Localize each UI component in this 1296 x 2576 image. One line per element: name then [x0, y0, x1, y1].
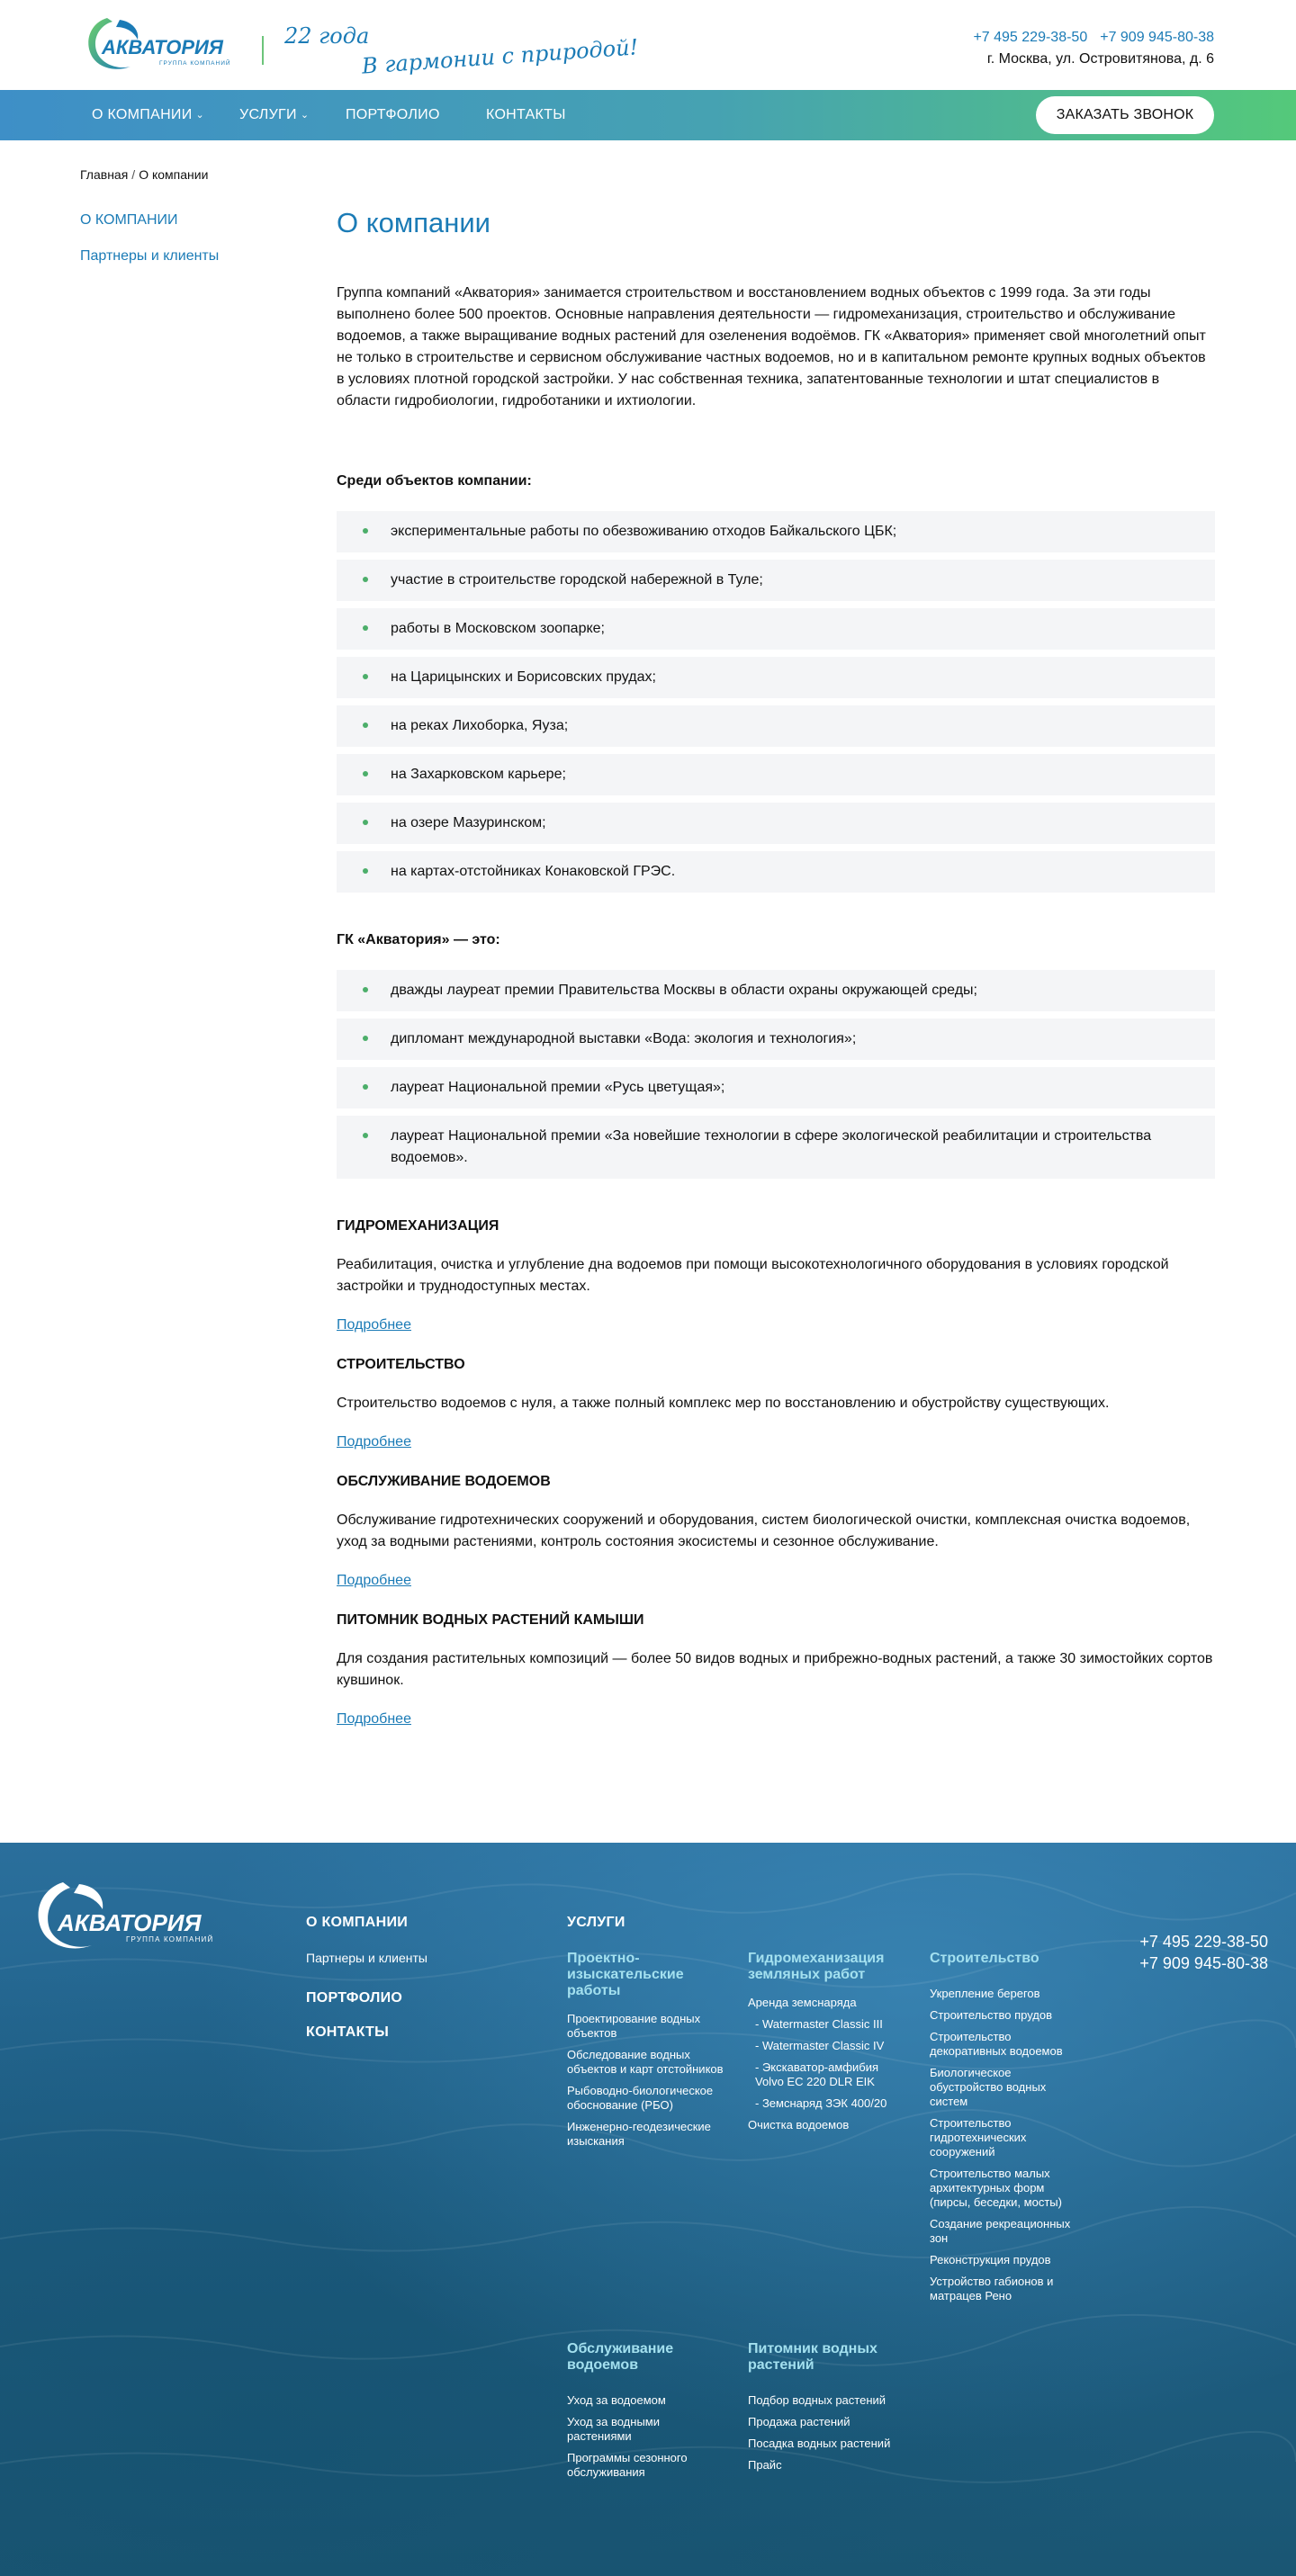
footer-col-service [567, 2341, 724, 2487]
svg-text:АКВАТОРИЯ: АКВАТОРИЯ [102, 36, 223, 58]
footer-logo[interactable] [27, 1871, 225, 1961]
intro-text: Группа компаний «Акватория» занимается строительством и восстановлением водных объектов с 1999 года. За эти годы выполнено более 500 проектов. Основные направления деятельности — гидромеханизация, строительство и обслуживание водоемов, а также выращивание водных растений для озеленения водоёмов. ГК «Акватория» применяет свой многолетний опыт не только в строительстве и сервисном обслуживание частных водоемов, но и в капитальном ремонте крупных водных объектов в условиях плотной городской застройки. У нас собственная техника, запатентованные технологии и штат специалистов в области гидробиологии, гидроботаники и ихтиологии. [337, 285, 1206, 408]
breadcrumb [80, 167, 208, 182]
footer-link[interactable]: Проектирование водных объектов [567, 2012, 701, 2040]
footer-links-hydro [748, 1996, 905, 2132]
footer-link[interactable]: - Watermaster Classic III [755, 2017, 883, 2031]
breadcrumb-separator: / [131, 167, 136, 182]
footer-category-hydro[interactable]: Гидромеханизация земляных работ [748, 1951, 885, 1982]
list-item: лауреат Национальной премии «Русь цветущая»; [337, 1067, 1215, 1108]
awards-list [337, 970, 1215, 1179]
section-text: Для создания растительных композиций — более 50 видов водных и прибрежно-водных растений, а также 30 зимостойких сортов кувшинок. [337, 1651, 1213, 1688]
footer-links-nursery [748, 2393, 905, 2473]
footer-links-build [930, 1987, 1087, 2303]
footer-link[interactable]: Уход за водоемом [567, 2393, 666, 2407]
nav-item-contacts[interactable]: КОНТАКТЫ [486, 107, 566, 122]
section-construction [337, 1357, 1215, 1450]
main-content [337, 207, 1215, 1728]
footer-link[interactable]: Рыбоводно-биологическое обоснование (РБО) [567, 2084, 714, 2112]
footer-phones [1139, 1931, 1268, 1974]
footer-link-about[interactable]: О КОМПАНИИ [306, 1915, 409, 1930]
footer-link-services[interactable]: УСЛУГИ [567, 1915, 626, 1930]
section-nursery [337, 1612, 1215, 1728]
footer-link[interactable]: - Экскаватор-амфибия Volvo EC 220 DLR EIK [755, 2060, 878, 2088]
footer-category-survey[interactable]: Проектно-изыскательские работы [567, 1951, 684, 1998]
header-divider [262, 36, 264, 65]
footer-link[interactable]: Устройство габионов и матрацев Рено [930, 2275, 1054, 2302]
section-text: Реабилитация, очистка и углубление дна водоемов при помощи высокотехнологичного оборудования в условиях городской застройки и труднодоступных местах. [337, 1257, 1169, 1294]
list-item: работы в Московском зоопарке; [337, 608, 1215, 650]
footer-link[interactable]: Строительство малых архитектурных форм (пирсы, беседки, мосты) [930, 2167, 1062, 2209]
list-item: на Захарковском карьере; [337, 754, 1215, 795]
slogan-text: В гармонии с природой! [361, 34, 640, 79]
footer-col-hydro [748, 1951, 905, 2140]
footer-link[interactable]: Инженерно-геодезические изыскания [567, 2120, 711, 2148]
footer-link-contacts[interactable]: КОНТАКТЫ [306, 2024, 390, 2040]
svg-text:ГРУППА КОМПАНИЙ: ГРУППА КОМПАНИЙ [159, 60, 231, 67]
callback-button[interactable]: ЗАКАЗАТЬ ЗВОНОК [1036, 96, 1214, 134]
list-item: на картах-отстойниках Конаковской ГРЭС. [337, 851, 1215, 893]
breadcrumb-current: О компании [139, 167, 209, 182]
list-item: участие в строительстве городской набережной в Туле; [337, 560, 1215, 601]
section-hydromechanization [337, 1218, 1215, 1333]
footer-services-heading [567, 1915, 626, 1931]
list-item: дипломант международной выставки «Вода: экология и технология»; [337, 1019, 1215, 1060]
footer-link[interactable]: Аренда земснаряда [748, 1996, 857, 2009]
footer-link[interactable]: Прайс [748, 2458, 782, 2472]
footer-phone-1[interactable]: +7 495 229-38-50 [1139, 1933, 1268, 1951]
footer-link-partners[interactable]: Партнеры и клиенты [306, 1951, 428, 1965]
footer-phone-2[interactable]: +7 909 945-80-38 [1139, 1954, 1268, 1972]
footer-category-build[interactable]: Строительство [930, 1951, 1040, 1966]
chevron-down-icon: ⌄ [195, 110, 205, 121]
list-item: на реках Лихоборка, Яуза; [337, 705, 1215, 747]
more-link[interactable]: Подробнее [337, 1711, 411, 1727]
footer-link[interactable]: - Watermaster Classic IV [755, 2039, 885, 2052]
sidebar-item-about[interactable]: О КОМПАНИИ [80, 212, 178, 228]
footer-link[interactable]: Подбор водных растений [748, 2393, 886, 2407]
footer-link[interactable]: Обследование водных объектов и карт отстойников [567, 2048, 724, 2076]
nav-item-about[interactable] [92, 90, 204, 140]
footer-about-column [306, 1915, 513, 2041]
footer-link[interactable]: Посадка водных растений [748, 2437, 891, 2450]
more-link[interactable]: Подробнее [337, 1317, 411, 1333]
footer-category-nursery[interactable]: Питомник водных растений [748, 2341, 878, 2373]
footer-link[interactable]: Очистка водоемов [748, 2118, 850, 2132]
main-nav [0, 90, 1296, 140]
footer-link[interactable]: Уход за водными растениями [567, 2415, 660, 2443]
footer-link-portfolio[interactable]: ПОРТФОЛИО [306, 1990, 403, 2006]
svg-text:ГРУППА КОМПАНИЙ: ГРУППА КОМПАНИЙ [126, 1935, 214, 1943]
sidebar [80, 212, 219, 284]
site-header [0, 0, 1296, 90]
footer-link[interactable]: Создание рекреационных зон [930, 2217, 1071, 2245]
objects-heading: Среди объектов компании: [337, 473, 532, 489]
footer-col-build [930, 1951, 1087, 2311]
section-text: Обслуживание гидротехнических сооружений и оборудования, систем биологической очистки, комплексная очистка водоемов, уход за водными растениями, контроль состояния экосистемы и сезонное обслуживание. [337, 1512, 1191, 1549]
nav-item-services[interactable] [239, 90, 309, 140]
footer-link[interactable]: Программы сезонного обслуживания [567, 2451, 688, 2479]
section-title: ПИТОМНИК ВОДНЫХ РАСТЕНИЙ КАМЫШИ [337, 1612, 644, 1628]
footer-links-service [567, 2393, 724, 2480]
awards-heading: ГК «Акватория» — это: [337, 932, 500, 947]
awards-block [337, 932, 1215, 1179]
list-item: на Царицынских и Борисовских прудах; [337, 657, 1215, 698]
page-title: О компании [337, 207, 490, 238]
footer-link[interactable]: - Земснаряд ЗЭК 400/20 [755, 2096, 887, 2110]
list-item: дважды лауреат премии Правительства Москвы в области охраны окружающей среды; [337, 970, 1215, 1011]
footer-link[interactable]: Укрепление берегов [930, 1987, 1040, 2000]
footer-link[interactable]: Продажа растений [748, 2415, 850, 2428]
list-item: экспериментальные работы по обезвоживанию отходов Байкальского ЦБК; [337, 511, 1215, 552]
objects-list [337, 511, 1215, 893]
footer-category-service[interactable]: Обслуживание водоемов [567, 2341, 674, 2373]
section-title: ОБСЛУЖИВАНИЕ ВОДОЕМОВ [337, 1474, 551, 1489]
site-footer [0, 1843, 1296, 2576]
footer-link[interactable]: Строительство прудов [930, 2008, 1052, 2022]
header-phone-2[interactable]: +7 909 945-80-38 [1100, 30, 1214, 45]
section-maintenance [337, 1474, 1215, 1589]
slogan-years: 22 года [284, 23, 370, 49]
footer-links-survey [567, 2012, 724, 2149]
footer-col-nursery [748, 2341, 905, 2480]
footer-col-survey [567, 1951, 724, 2156]
section-text: Строительство водоемов с нуля, а также полный комплекс мер по восстановлению и обустройству существующих. [337, 1396, 1110, 1411]
footer-link[interactable]: Строительство гидротехнических сооружений [930, 2116, 1027, 2159]
section-title: СТРОИТЕЛЬСТВО [337, 1357, 465, 1372]
nav-item-portfolio[interactable]: ПОРТФОЛИО [346, 107, 440, 122]
header-phones [973, 30, 1214, 46]
site-logo[interactable] [80, 7, 247, 79]
section-title: ГИДРОМЕХАНИЗАЦИЯ [337, 1218, 500, 1234]
list-item: на озере Мазуринском; [337, 803, 1215, 844]
list-item: лауреат Национальной премии «За новейшие технологии в сфере экологической реабилитации и строительства водоемов». [337, 1116, 1215, 1179]
header-phone-1[interactable]: +7 495 229-38-50 [973, 30, 1088, 45]
breadcrumb-home[interactable]: Главная [80, 167, 129, 182]
objects-block [337, 473, 1215, 893]
nav-item-label: О КОМПАНИИ [92, 107, 193, 122]
more-link[interactable]: Подробнее [337, 1573, 411, 1588]
header-address: г. Москва, ул. Островитянова, д. 6 [986, 51, 1214, 67]
svg-text:АКВАТОРИЯ: АКВАТОРИЯ [58, 1909, 202, 1936]
slogan [281, 16, 659, 79]
footer-link[interactable]: Строительство декоративных водоемов [930, 2030, 1063, 2058]
sidebar-item-partners[interactable]: Партнеры и клиенты [80, 248, 220, 264]
more-link[interactable]: Подробнее [337, 1434, 411, 1450]
chevron-down-icon: ⌄ [300, 110, 310, 121]
footer-link[interactable]: Реконструкция прудов [930, 2253, 1051, 2266]
nav-item-label: УСЛУГИ [239, 107, 297, 122]
footer-link[interactable]: Биологическое обустройство водных систем [930, 2066, 1047, 2108]
logo-mark-icon [80, 7, 247, 79]
